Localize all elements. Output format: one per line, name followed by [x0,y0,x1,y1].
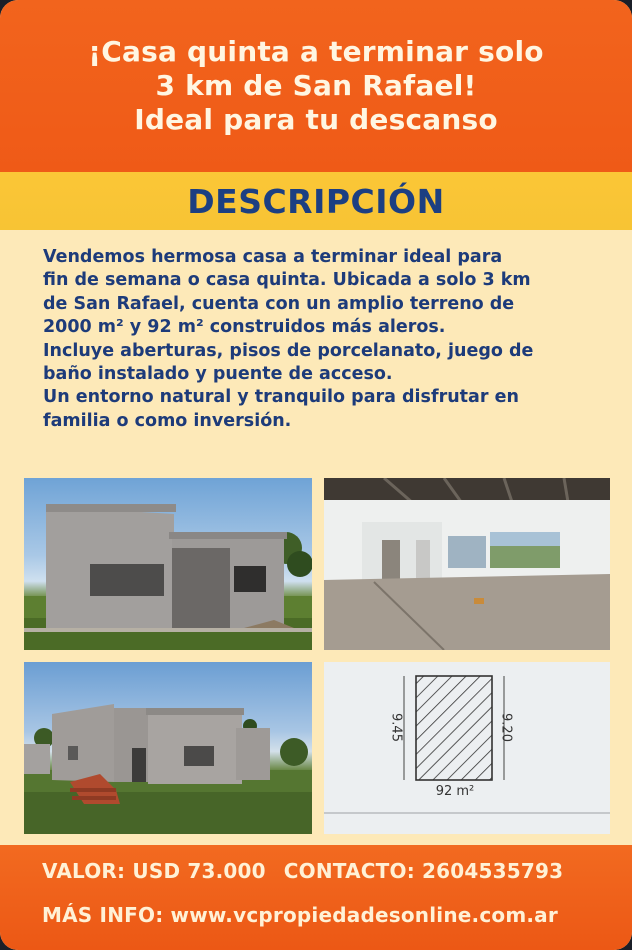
section-title: DESCRIPCIÓN [187,181,445,221]
price-contact-row [42,859,563,883]
plan-dimension-left: 9.45 [388,713,404,742]
description-line: baño instalado y puente de acceso. [43,364,393,385]
description-line: Un entorno natural y tranquilo para disfrutar en [43,387,519,408]
plan-area-label: 92 m² [435,784,475,799]
description-line: familia o como inversión. [43,410,292,431]
description-line: Vendemos hermosa casa a terminar ideal para [43,247,503,267]
description-text [43,246,613,433]
photo-interior [324,478,610,650]
photo-house-side [24,662,312,834]
description-line: Incluye aberturas, pisos de porcelanato, juego de [43,340,534,361]
section-title-band [0,172,632,230]
headline-line-3: Ideal para tu descanso [134,103,498,136]
photo-house-front [24,478,312,650]
description-line: 2000 m² y 92 m² construidos más aleros. [43,317,446,338]
headline [0,0,632,172]
description-line: de San Rafael, cuenta con un amplio terreno de [43,293,515,314]
headline-line-1: ¡Casa quinta a terminar solo [88,35,544,68]
headline-line-2: 3 km de San Rafael! [155,69,477,102]
description-line: fin de semana o casa quinta. Ubicada a solo 3 km [43,270,531,291]
contact-phone: CONTACTO: 2604535793 [283,859,564,883]
plan-dimension-right: 9.20 [498,713,514,742]
more-info-link: MÁS INFO: www.vcpropiedadesonline.com.ar [42,903,558,927]
contact-footer [0,845,632,950]
price-label: VALOR: USD 73.000 [42,859,266,883]
floor-plan-image [324,662,610,834]
